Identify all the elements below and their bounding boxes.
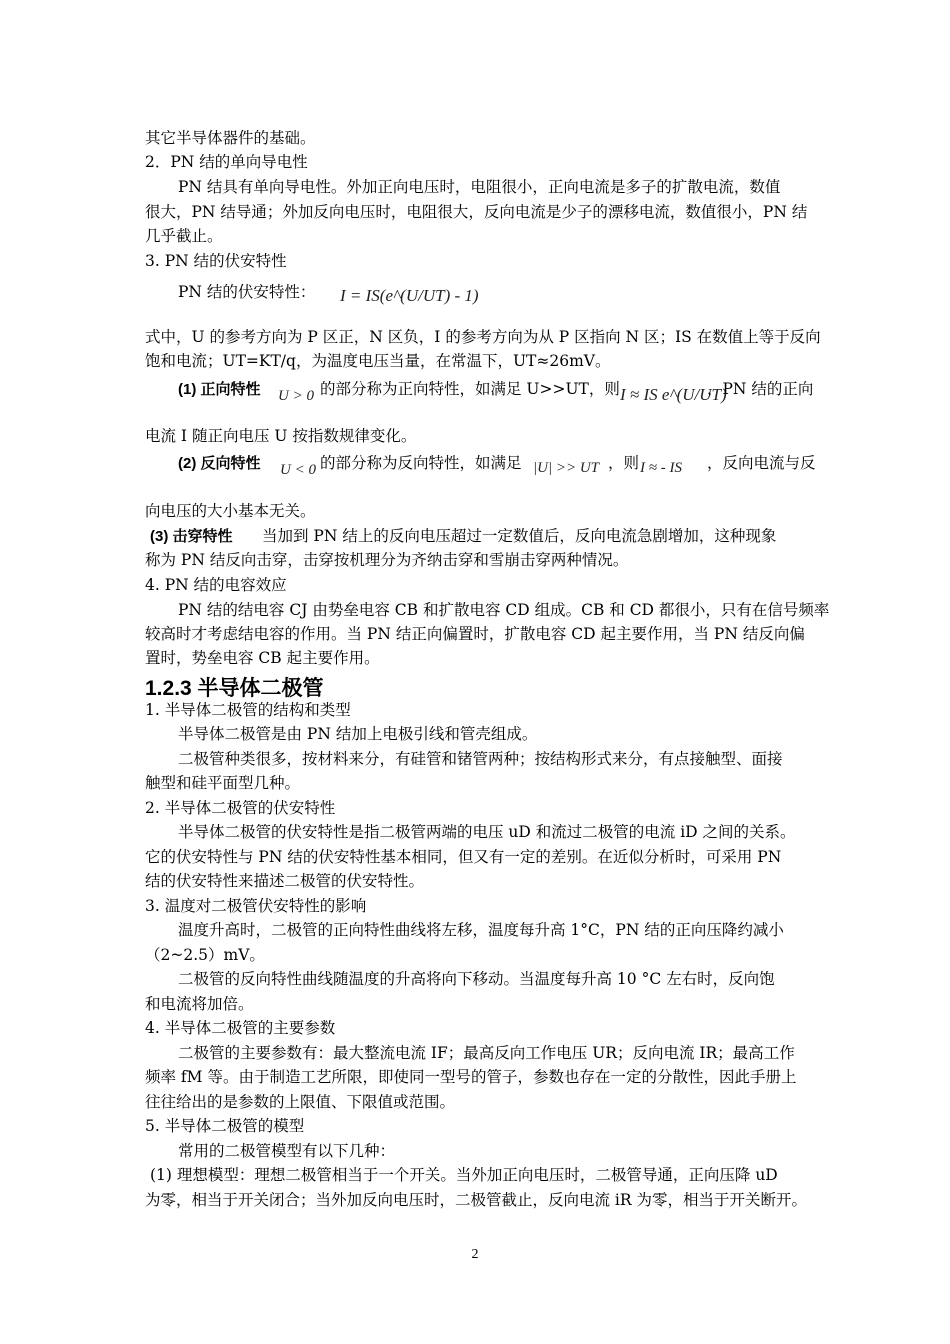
text-line: 称为 PN 结反向击穿，击穿按机理分为齐纳击穿和雪崩击穿两种情况。: [145, 551, 629, 569]
text-line: 二极管种类很多，按材料来分，有硅管和锗管两种；按结构形式来分，有点接触型、面接: [178, 750, 783, 768]
subheading: 2．PN 结的单向导电性: [145, 153, 308, 171]
subheading: 3. 温度对二极管伏安特性的影响: [145, 897, 367, 915]
subheading: 1. 半导体二极管的结构和类型: [145, 701, 351, 719]
formula-fwd-approx: I ≈ IS e^(U/UT): [620, 385, 727, 404]
text-line: 的部分称为正向特性，如满足 U>>UT，则: [320, 380, 620, 398]
text-line: 温度升高时，二极管的正向特性曲线将左移，温度每升高 1°C，PN 结的正向压降约减小: [178, 921, 784, 939]
text-line: 结的伏安特性来描述二极管的伏安特性。: [145, 872, 425, 890]
formula-iv: I = IS(e^(U/UT) - 1): [340, 286, 479, 305]
text-line: 置时，势垒电容 CB 起主要作用。: [145, 649, 380, 667]
formula-rev-approx: I ≈ - IS: [640, 460, 682, 476]
text-line: 为零，相当于开关闭合；当外加反向电压时，二极管截止，反向电流 iR 为零，相当于开关断开。: [145, 1191, 807, 1209]
text-line: 二极管的反向特性曲线随温度的升高将向下移动。当温度每升高 10 °C 左右时，反向饱: [178, 970, 775, 988]
subheading: 4. 半导体二极管的主要参数: [145, 1019, 336, 1037]
subheading: 2. 半导体二极管的伏安特性: [145, 799, 336, 817]
text-line: 当加到 PN 结上的反向电压超过一定数值后，反向电流急剧增加，这种现象: [262, 527, 777, 545]
text-line: 半导体二极管是由 PN 结加上电极引线和管壳组成。: [178, 725, 538, 743]
text-line: PN 结的伏安特性：: [178, 283, 316, 301]
text-line: 其它半导体器件的基础。: [145, 129, 316, 147]
text-line: 很大，PN 结导通；外加反向电压时，电阻很大，反向电流是少子的漂移电流，数值很小，PN 结: [145, 203, 808, 221]
text-line: ，PN 结的正向: [707, 380, 814, 398]
text-line: 半导体二极管的伏安特性是指二极管两端的电压 uD 和流过二极管的电流 iD 之间的关系。: [178, 823, 796, 841]
text-line: 触型和硅平面型几种。: [145, 774, 301, 792]
text-line: 式中，U 的参考方向为 P 区正，N 区负，I 的参考方向为从 P 区指向 N 区；IS 在数值上等于反向: [145, 328, 821, 346]
text-line: 往往给出的是参数的上限值、下限值或范围。: [145, 1093, 456, 1111]
subheading: 5. 半导体二极管的模型: [145, 1117, 305, 1135]
text-line: PN 结具有单向导电性。外加正向电压时，电阻很小，正向电流是多子的扩散电流，数值: [178, 178, 781, 196]
text-line: 二极管的主要参数有：最大整流电流 IF；最高反向工作电压 UR；反向电流 IR；最高工作: [178, 1044, 795, 1062]
formula-u-pos: U > 0: [278, 388, 314, 404]
text-line: 的部分称为反向特性，如满足: [320, 454, 522, 472]
text-line: 电流 I 随正向电压 U 按指数规律变化。: [145, 427, 417, 445]
subheading: 4. PN 结的电容效应: [145, 576, 287, 594]
text-line: 几乎截止。: [145, 227, 223, 245]
subheading: 3. PN 结的伏安特性: [145, 252, 287, 270]
text-line: 较高时才考虑结电容的作用。当 PN 结正向偏置时，扩散电容 CD 起主要作用，当 PN 结反向偏: [145, 625, 805, 643]
text-line: 饱和电流；UT=KT/q，为温度电压当量，在常温下，UT≈26mV。: [145, 352, 611, 370]
formula-abs-cond: |U| >> UT: [533, 460, 599, 476]
text-line: (1) 理想模型：理想二极管相当于一个开关。当外加正向电压时，二极管导通，正向压降 uD: [150, 1166, 778, 1184]
label-breakdown: (3) 击穿特性: [150, 528, 233, 545]
text-line: ，则: [608, 454, 640, 472]
text-line: 频率 fM 等。由于制造工艺所限，即使同一型号的管子，参数也存在一定的分散性，因此手册上: [145, 1068, 797, 1086]
text-line: 和电流将加倍。: [145, 995, 254, 1013]
text-line: 它的伏安特性与 PN 结的伏安特性基本相同，但又有一定的差别。在近似分析时，可采用 PN: [145, 848, 782, 866]
section-title: 1.2.3 半导体二极管: [145, 677, 324, 700]
text-line: 向电压的大小基本无关。: [145, 502, 316, 520]
formula-u-neg: U < 0: [280, 462, 316, 478]
page-number: 2: [471, 1247, 479, 1262]
label-reverse: (2) 反向特性: [178, 455, 261, 472]
label-forward: (1) 正向特性: [178, 381, 261, 398]
text-line: ，反向电流与反: [707, 454, 816, 472]
text-line: 常用的二极管模型有以下几种：: [178, 1142, 396, 1160]
text-line: （2~2.5）mV。: [145, 946, 265, 964]
text-line: PN 结的结电容 CJ 由势垒电容 CB 和扩散电容 CD 组成。CB 和 CD 都很小，只有在信号频率: [178, 601, 830, 619]
